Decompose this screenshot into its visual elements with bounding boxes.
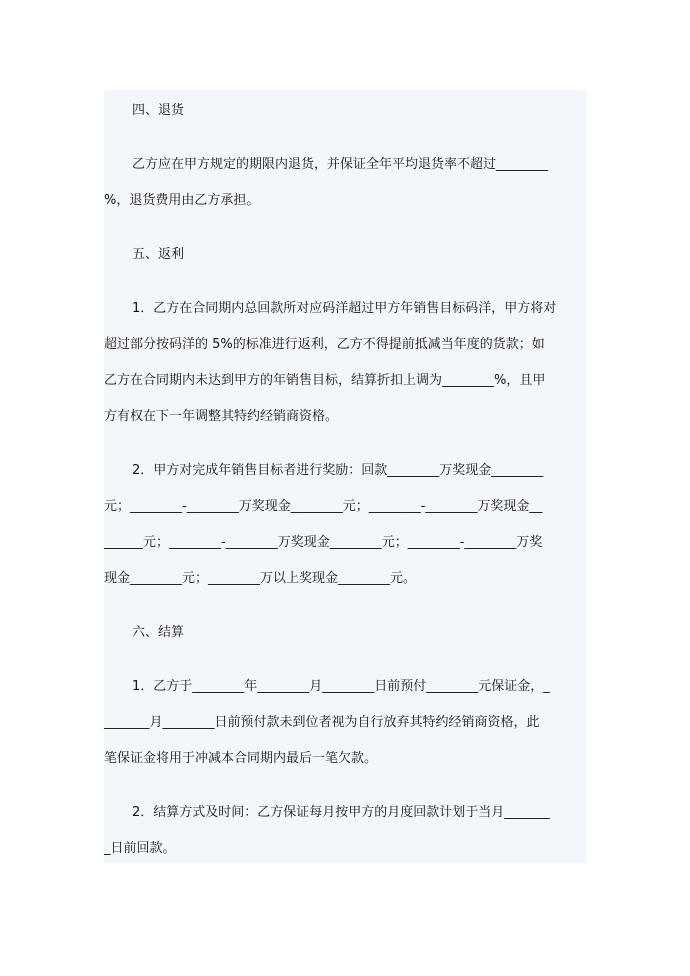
paragraph-line: 方有权在下一年调整其特约经销商资格。 bbox=[104, 409, 339, 424]
paragraph-line: 乙方应在甲方规定的期限内退货，并保证全年平均退货率不超过________ bbox=[132, 157, 549, 172]
paragraph-line: 2．结算方式及时间：乙方保证每月按甲方的月度回款计划于当月_______ bbox=[132, 805, 550, 820]
paragraph-line: _______月________日前预付款未到位者视为自行放弃其特约经销商资格，此 bbox=[104, 715, 540, 730]
paragraph-line: 2．甲方对完成年销售目标者进行奖励：回款________万奖现金________ bbox=[132, 463, 544, 478]
paragraph-line: 现金________元；________万以上奖现金________元。 bbox=[104, 571, 417, 586]
section-heading-settlement: 六、结算 bbox=[132, 625, 185, 640]
paragraph-line: 乙方在合同期内未达到甲方的年销售目标，结算折扣上调为________%，且甲 bbox=[104, 373, 546, 388]
paragraph-line: 1．乙方在合同期内总回款所对应码洋超过甲方年销售目标码洋，甲方将对 bbox=[132, 301, 557, 316]
paragraph-line: 元；________-________万奖现金________元；________-________万奖现金__ bbox=[104, 499, 543, 514]
paragraph-line: 超过部分按码洋的 5%的标准进行返利，乙方不得提前抵减当年度的货款；如 bbox=[104, 337, 545, 352]
paragraph-line: ______元；________-________万奖现金________元；________-________万奖 bbox=[104, 535, 543, 550]
paragraph-line: 笔保证金将用于冲减本合同期内最后一笔欠款。 bbox=[104, 751, 378, 766]
section-heading-rebate: 五、返利 bbox=[132, 247, 185, 262]
paragraph-line: _日前回款。 bbox=[104, 841, 176, 856]
paragraph-line: %，退货费用由乙方承担。 bbox=[104, 193, 260, 208]
section-heading-return: 四、退货 bbox=[132, 103, 185, 118]
paragraph-line: 1．乙方于________年________月________日前预付________元保证金，_ bbox=[132, 679, 550, 694]
